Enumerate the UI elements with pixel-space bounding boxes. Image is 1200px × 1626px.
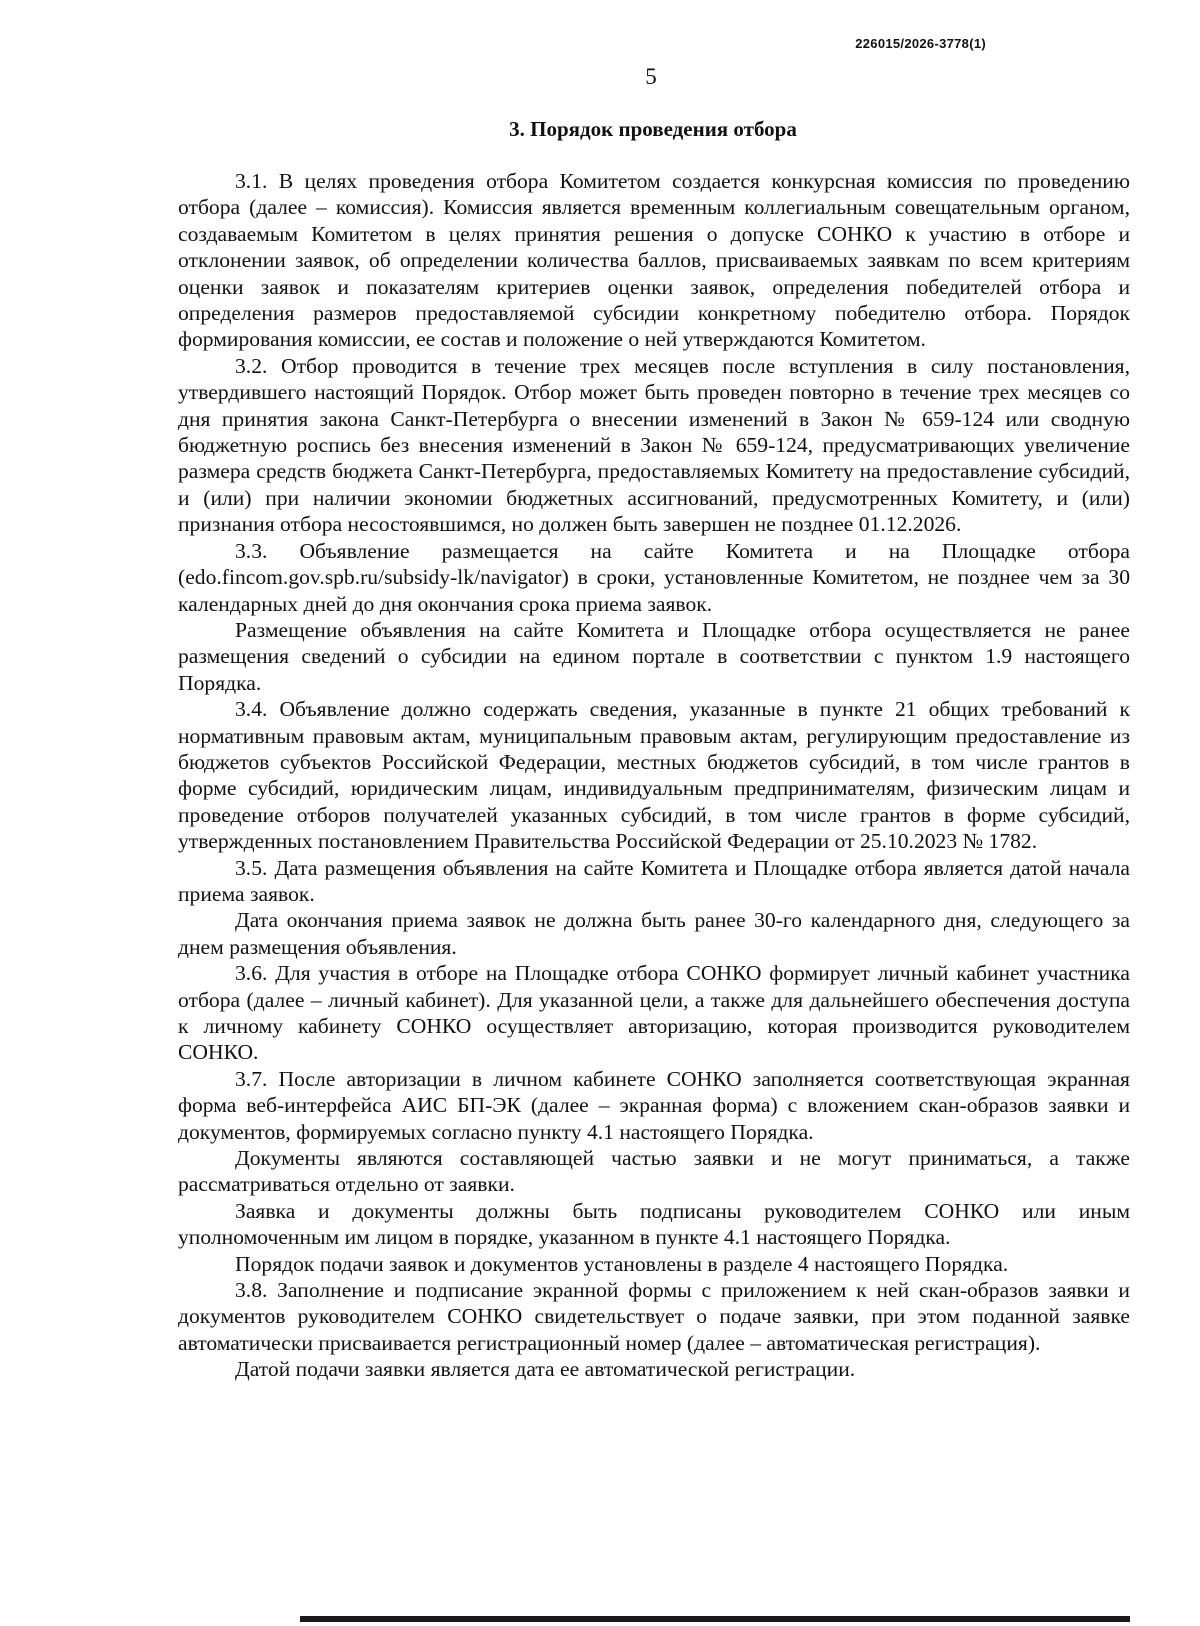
paragraph-3-2: 3.2. Отбор проводится в течение трех месяцев после вступления в силу постановления, утвердившего настоящий Порядок. Отбор может быть проведен повторно в течение трех месяцев со дня принятия закона Санкт-Петербурга о внесении изменений в Закон № 659-124 или сводную бюджетную роспись без внесения изменений в Закон № 659-124, предусматривающих увеличение размера средств бюджета Санкт-Петербурга, предоставляемых Комитету на предоставление субсидий, и (или) при наличии экономии бюджетных ассигнований, предусмотренных Комитету, и (или) признания отбора несостоявшимся, но должен быть завершен не позднее 01.12.2026. (178, 353, 1130, 537)
paragraph-3-8: 3.8. Заполнение и подписание экранной формы с приложением к ней скан-образов заявки и документов руководителем СОНКО свидетельствует о подаче заявки, при этом поданной заявке автоматически присваивается регистрационный номер (далее – автоматическая регистрация). (178, 1278, 1130, 1355)
paragraph-3-7-procedure: Порядок подачи заявок и документов установлены в разделе 4 настоящего Порядка. (235, 1251, 1009, 1276)
paragraph-3-7-documents: Документы являются составляющей частью заявки и не могут приниматься, а также рассматриваться отдельно от заявки. (178, 1146, 1130, 1197)
section-title: 3. Порядок проведения отбора (509, 117, 797, 141)
paragraph-3-8-date: Датой подачи заявки является дата ее автоматической регистрации. (235, 1357, 856, 1382)
paragraph-3-1: 3.1. В целях проведения отбора Комитетом создается конкурсная комиссия по проведению отбора (далее – комиссия). Комиссия является временным коллегиальным совещательным органом, создаваемым Комитетом в целях принятия решения о допуске СОНКО к участию в отборе и отклонении заявок, об определении количества баллов, присваиваемых заявкам по всем критериям оценки заявок и показателям критериев оценки заявок, определения победителей отбора и определения размеров предоставляемой субсидии конкретному победителю отбора. Порядок формирования комиссии, ее состав и положение о ней утверждаются Комитетом. (178, 169, 1130, 352)
footer-rule (300, 1616, 1130, 1622)
paragraph-3-7: 3.7. После авторизации в личном кабинете СОНКО заполняется соответствующая экранная форма веб-интерфейса АИС БП-ЭК (далее – экранная форма) с вложением скан-образов заявки и документов, формируемых согласно пункту 4.1 настоящего Порядка. (178, 1066, 1130, 1144)
page-number: 5 (645, 64, 657, 89)
paragraph-3-7-signing: Заявка и документы должны быть подписаны руководителем СОНКО или иным уполномоченным им лицом в порядке, указанном в пункте 4.1 настоящего Порядка. (178, 1198, 1130, 1250)
paragraph-3-3: 3.3. Объявление размещается на сайте Комитета и на Площадке отбора (edo.fincom.gov.spb.ru/subsidy-lk/navigator) в сроки, установленные Комитетом, не позднее чем за 30 календарных дней до дня окончания срока приема заявок. (178, 538, 1130, 616)
paragraph-3-6: 3.6. Для участия в отборе на Площадке отбора СОНКО формирует личный кабинет участника отбора (далее – личный кабинет). Для указанной цели, а также для дальнейшего обеспечения доступа к личному кабинету СОНКО осуществляет авторизацию, которая производится руководителем СОНКО. (178, 961, 1130, 1065)
paragraph-3-5-deadline: Дата окончания приема заявок не должна быть ранее 30-го календарного дня, следующего за днем размещения объявления. (178, 908, 1130, 959)
paragraph-3-5: 3.5. Дата размещения объявления на сайте Комитета и Площадке отбора является датой начала приема заявок. (178, 855, 1130, 906)
paragraph-3-3-placement: Размещение объявления на сайте Комитета и Площадке отбора осуществляется не ранее размещения сведений о субсидии на едином портале в соответствии с пунктом 1.9 настоящего Порядка. (178, 617, 1130, 695)
document-registration-number: 226015/2026-3778(1) (855, 36, 986, 51)
document-body (178, 168, 1130, 1383)
paragraph-3-4: 3.4. Объявление должно содержать сведения, указанные в пункте 21 общих требований к нормативным правовым актам, муниципальным правовым актам, регулирующим предоставление из бюджетов субъектов Российской Федерации, местных бюджетов субсидий, в том числе грантов в форме субсидий, юридическим лицам, индивидуальным предпринимателям, физическим лицам и проведение отборов получателей указанных субсидий, в том числе грантов в форме субсидий, утвержденных постановлением Правительства Российской Федерации от 25.10.2023 № 1782. (178, 697, 1130, 854)
